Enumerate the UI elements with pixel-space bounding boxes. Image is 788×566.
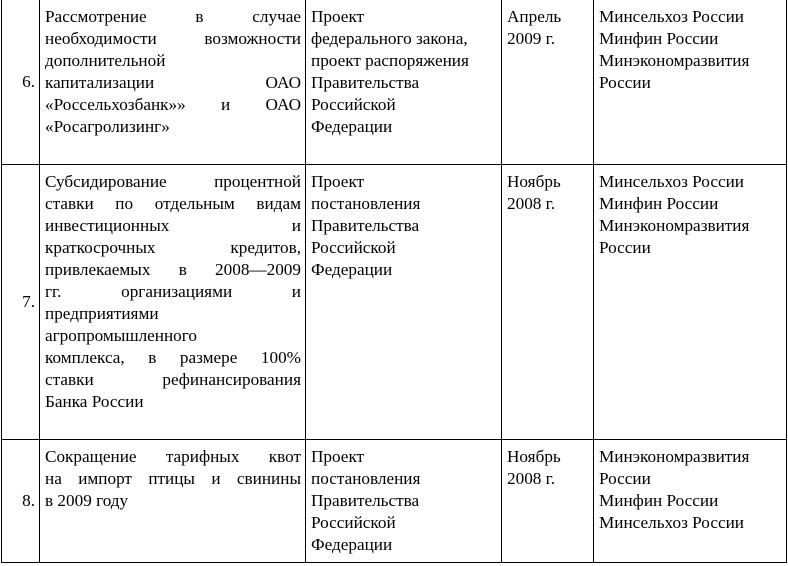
responsible-agencies [594,0,787,165]
text-line: «Россельхозбанк»» и ОАО [45,95,301,114]
text-line: Минсельхоз России [599,513,744,532]
text-line: Рассмотрение в случае [45,7,301,26]
table-row [2,440,787,563]
text-line: Субсидирование процентной [45,172,301,191]
text-line: 2008 г. [507,469,556,488]
text-line: Проект [311,7,365,26]
text-line: краткосрочных кредитов, [45,238,301,257]
measures-table [1,0,787,563]
text-line: Минэкономразвития [599,447,750,466]
text-line: постановления [311,469,421,488]
text-line: 2009 г. [507,29,556,48]
text-line: постановления [311,194,421,213]
text-line: ставки по отдельным видам [45,194,301,213]
text-line: Минэкономразвития [599,51,750,70]
text-line: Федерации [311,260,393,279]
text-line: необходимости возможности [45,29,301,48]
text-line: Минфин России [599,491,719,510]
row-number: 8. [2,440,40,563]
measure-description [40,165,306,440]
text-line: Правительства [311,73,420,92]
measure-description [40,440,306,563]
document-type [306,440,502,563]
deadline [502,165,594,440]
text-line: Ноябрь [507,172,561,191]
text-line: Российской [311,238,396,257]
text-line: в 2009 году [45,491,129,510]
text-line: агропромышленного [45,326,197,345]
text-line: комплекса, в размере 100% [45,348,301,367]
text-line: проект распоряжения [311,51,469,70]
text-line: Апрель [507,7,562,26]
text-line: Минфин России [599,29,719,48]
text-line: дополнительной [45,51,166,70]
text-line: ставки рефинансирования [45,370,301,389]
text-line: Минсельхоз России [599,172,744,191]
responsible-agencies [594,440,787,563]
deadline [502,440,594,563]
text-line: Проект [311,447,365,466]
text-line: России [599,73,651,92]
text-line: 2008 г. [507,194,556,213]
text-line: России [599,469,651,488]
measure-description [40,0,306,165]
text-line: Федерации [311,535,393,554]
row-number: 7. [2,165,40,440]
text-line: Сокращение тарифных квот [45,447,301,466]
document-type [306,165,502,440]
text-line: Банка России [45,392,144,411]
text-line: на импорт птицы и свинины [45,469,301,488]
text-line: России [599,238,651,257]
text-line: гг. организациями и [45,282,301,301]
text-line: федерального закона, [311,29,468,48]
responsible-agencies [594,165,787,440]
text-line: Российской [311,513,396,532]
text-line: Российской [311,95,396,114]
text-line: Проект [311,172,365,191]
text-line: привлекаемых в 2008—2009 [45,260,301,279]
document-type [306,0,502,165]
text-line: Правительства [311,216,420,235]
text-line: Минэкономразвития [599,216,750,235]
text-line: Минфин России [599,194,719,213]
text-line: Правительства [311,491,420,510]
table-row [2,165,787,440]
text-line: Федерации [311,117,393,136]
row-number: 6. [2,0,40,165]
text-line: инвестиционных и [45,216,301,235]
table-row [2,0,787,165]
text-line: предприятиями [45,304,159,323]
deadline [502,0,594,165]
text-line: Минсельхоз России [599,7,744,26]
text-line: «Росагролизинг» [45,117,170,136]
text-line: Ноябрь [507,447,561,466]
text-line: капитализации ОАО [45,73,301,92]
